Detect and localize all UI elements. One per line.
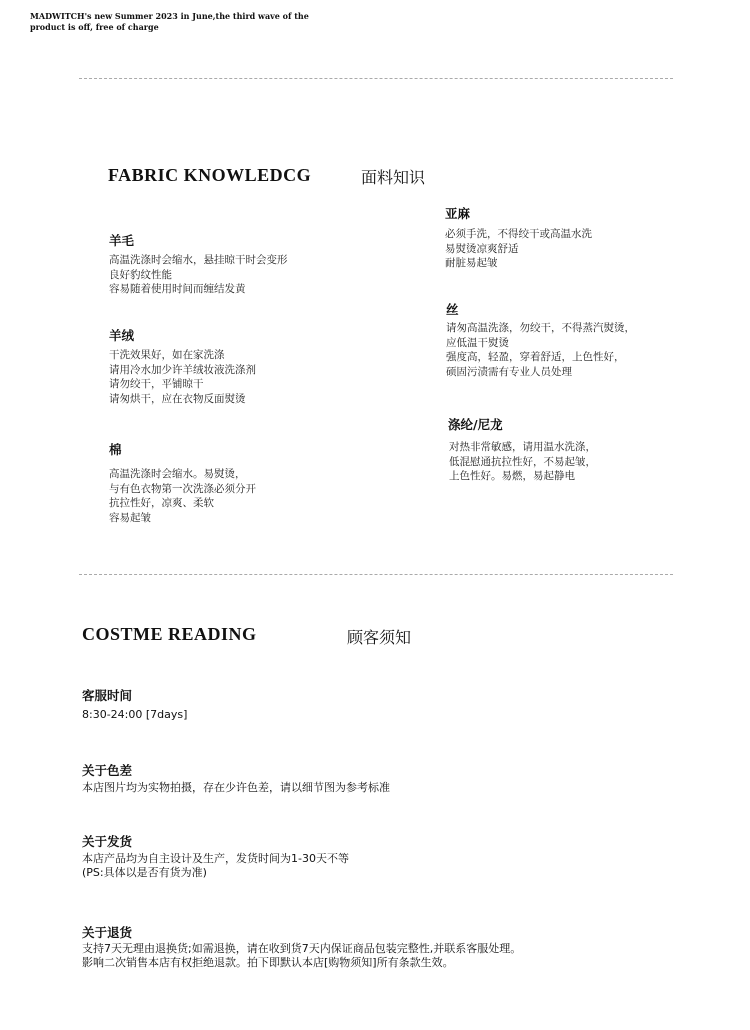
reading-line: 8:30-24:00 [7days] [82,708,188,721]
fabric-line: 低混慰通抗拉性好，不易起皱， [449,455,596,468]
fabric-line: 易熨烫凉爽舒适 [445,242,519,255]
fabric-line: 高温洗涤时会缩水，悬挂晾干时会变形 [109,254,288,266]
reading-title-en: COSTME READING [82,624,257,644]
service-hours-heading: 客服时间 [82,688,133,703]
divider-top [79,78,673,79]
fabric-line: 强度高，轻盈，穿着舒适，上色性好， [446,351,625,363]
fabric-item-silk-desc [446,321,635,379]
fabric-title-en: FABRIC KNOWLEDCG [108,165,312,185]
fabric-item-cotton-name: 棉 [109,442,122,457]
service-hours-text [82,708,187,722]
fabric-item-polyester-desc [449,440,596,484]
reading-line: 支持7天无理由退换货;如需退换，请在收到货7天内保证商品包装完整性,并联系客服处理。 [82,942,522,955]
fabric-item-polyester-name: 涤纶/尼龙 [448,417,503,432]
fabric-item-linen-desc [445,227,592,271]
fabric-line: 请匆烘干，应在衣物反面熨烫 [109,392,246,405]
reading-line: 本店图片均为实物拍摄，存在少许色差，请以细节图为参考标准 [82,781,390,794]
fabric-item-cotton-desc [109,467,256,525]
fabric-line: 必须手洗，不得绞干或高温水洗 [445,228,592,240]
fabric-line: 良好豹纹性能 [109,268,172,281]
fabric-item-silk-name: 丝 [446,302,459,317]
fabric-item-wool-desc [109,253,288,297]
reading-line: 影响二次销售本店有权拒绝退款。拍下即默认本店[购物须知]所有条款生效。 [82,956,454,969]
fabric-item-linen-name: 亚麻 [445,206,471,221]
fabric-line: 抗拉性好，凉爽、柔软 [109,497,214,509]
color-diff-text [82,781,390,795]
reading-line: (PS:具体以是否有货为准) [82,866,207,879]
shipping-text [82,852,349,880]
returns-heading: 关于退货 [82,925,133,940]
divider-middle [79,574,673,575]
fabric-title-cn: 面料知识 [361,168,426,187]
fabric-line: 上色性好。易燃，易起静电 [449,470,575,482]
fabric-line: 请用冷水加少许羊绒妆液洗涤剂 [109,363,256,376]
color-diff-heading: 关于色差 [82,763,133,778]
reading-line: 本店产品均为自主设计及生产，发货时间为1-30天不等 [82,852,349,865]
fabric-item-cashmere-desc [109,348,256,406]
reading-title-cn: 顾客须知 [347,628,412,647]
fabric-line: 耐脏易起皱 [445,257,498,269]
promo-note: MADWITCH's new Summer 2023 in June,the third wave of the product is off, free of charge [30,11,309,32]
fabric-line: 容易起皱 [109,511,151,524]
fabric-line: 对热非常敏感，请用温水洗涤， [449,441,596,453]
fabric-line: 容易随着使用时间而缠结发黄 [109,283,246,295]
shipping-heading: 关于发货 [82,834,133,849]
fabric-line: 高温洗涤时会缩水。易熨烫， [109,468,246,480]
fabric-line: 硕固污渍需有专业人员处理 [446,365,572,378]
fabric-line: 请勿绞干，平铺晾干 [109,378,204,390]
fabric-line: 与有色衣物第一次洗涤必须分开 [109,482,256,495]
fabric-line: 应低温干熨烫 [446,336,509,349]
fabric-item-wool-name: 羊毛 [109,233,135,248]
fabric-item-cashmere-name: 羊绒 [109,328,135,343]
returns-text [82,942,521,970]
fabric-line: 干洗效果好，如在家洗涤 [109,349,225,361]
fabric-line: 请匆高温洗涤，勿绞干，不得蒸汽熨烫， [446,322,635,334]
